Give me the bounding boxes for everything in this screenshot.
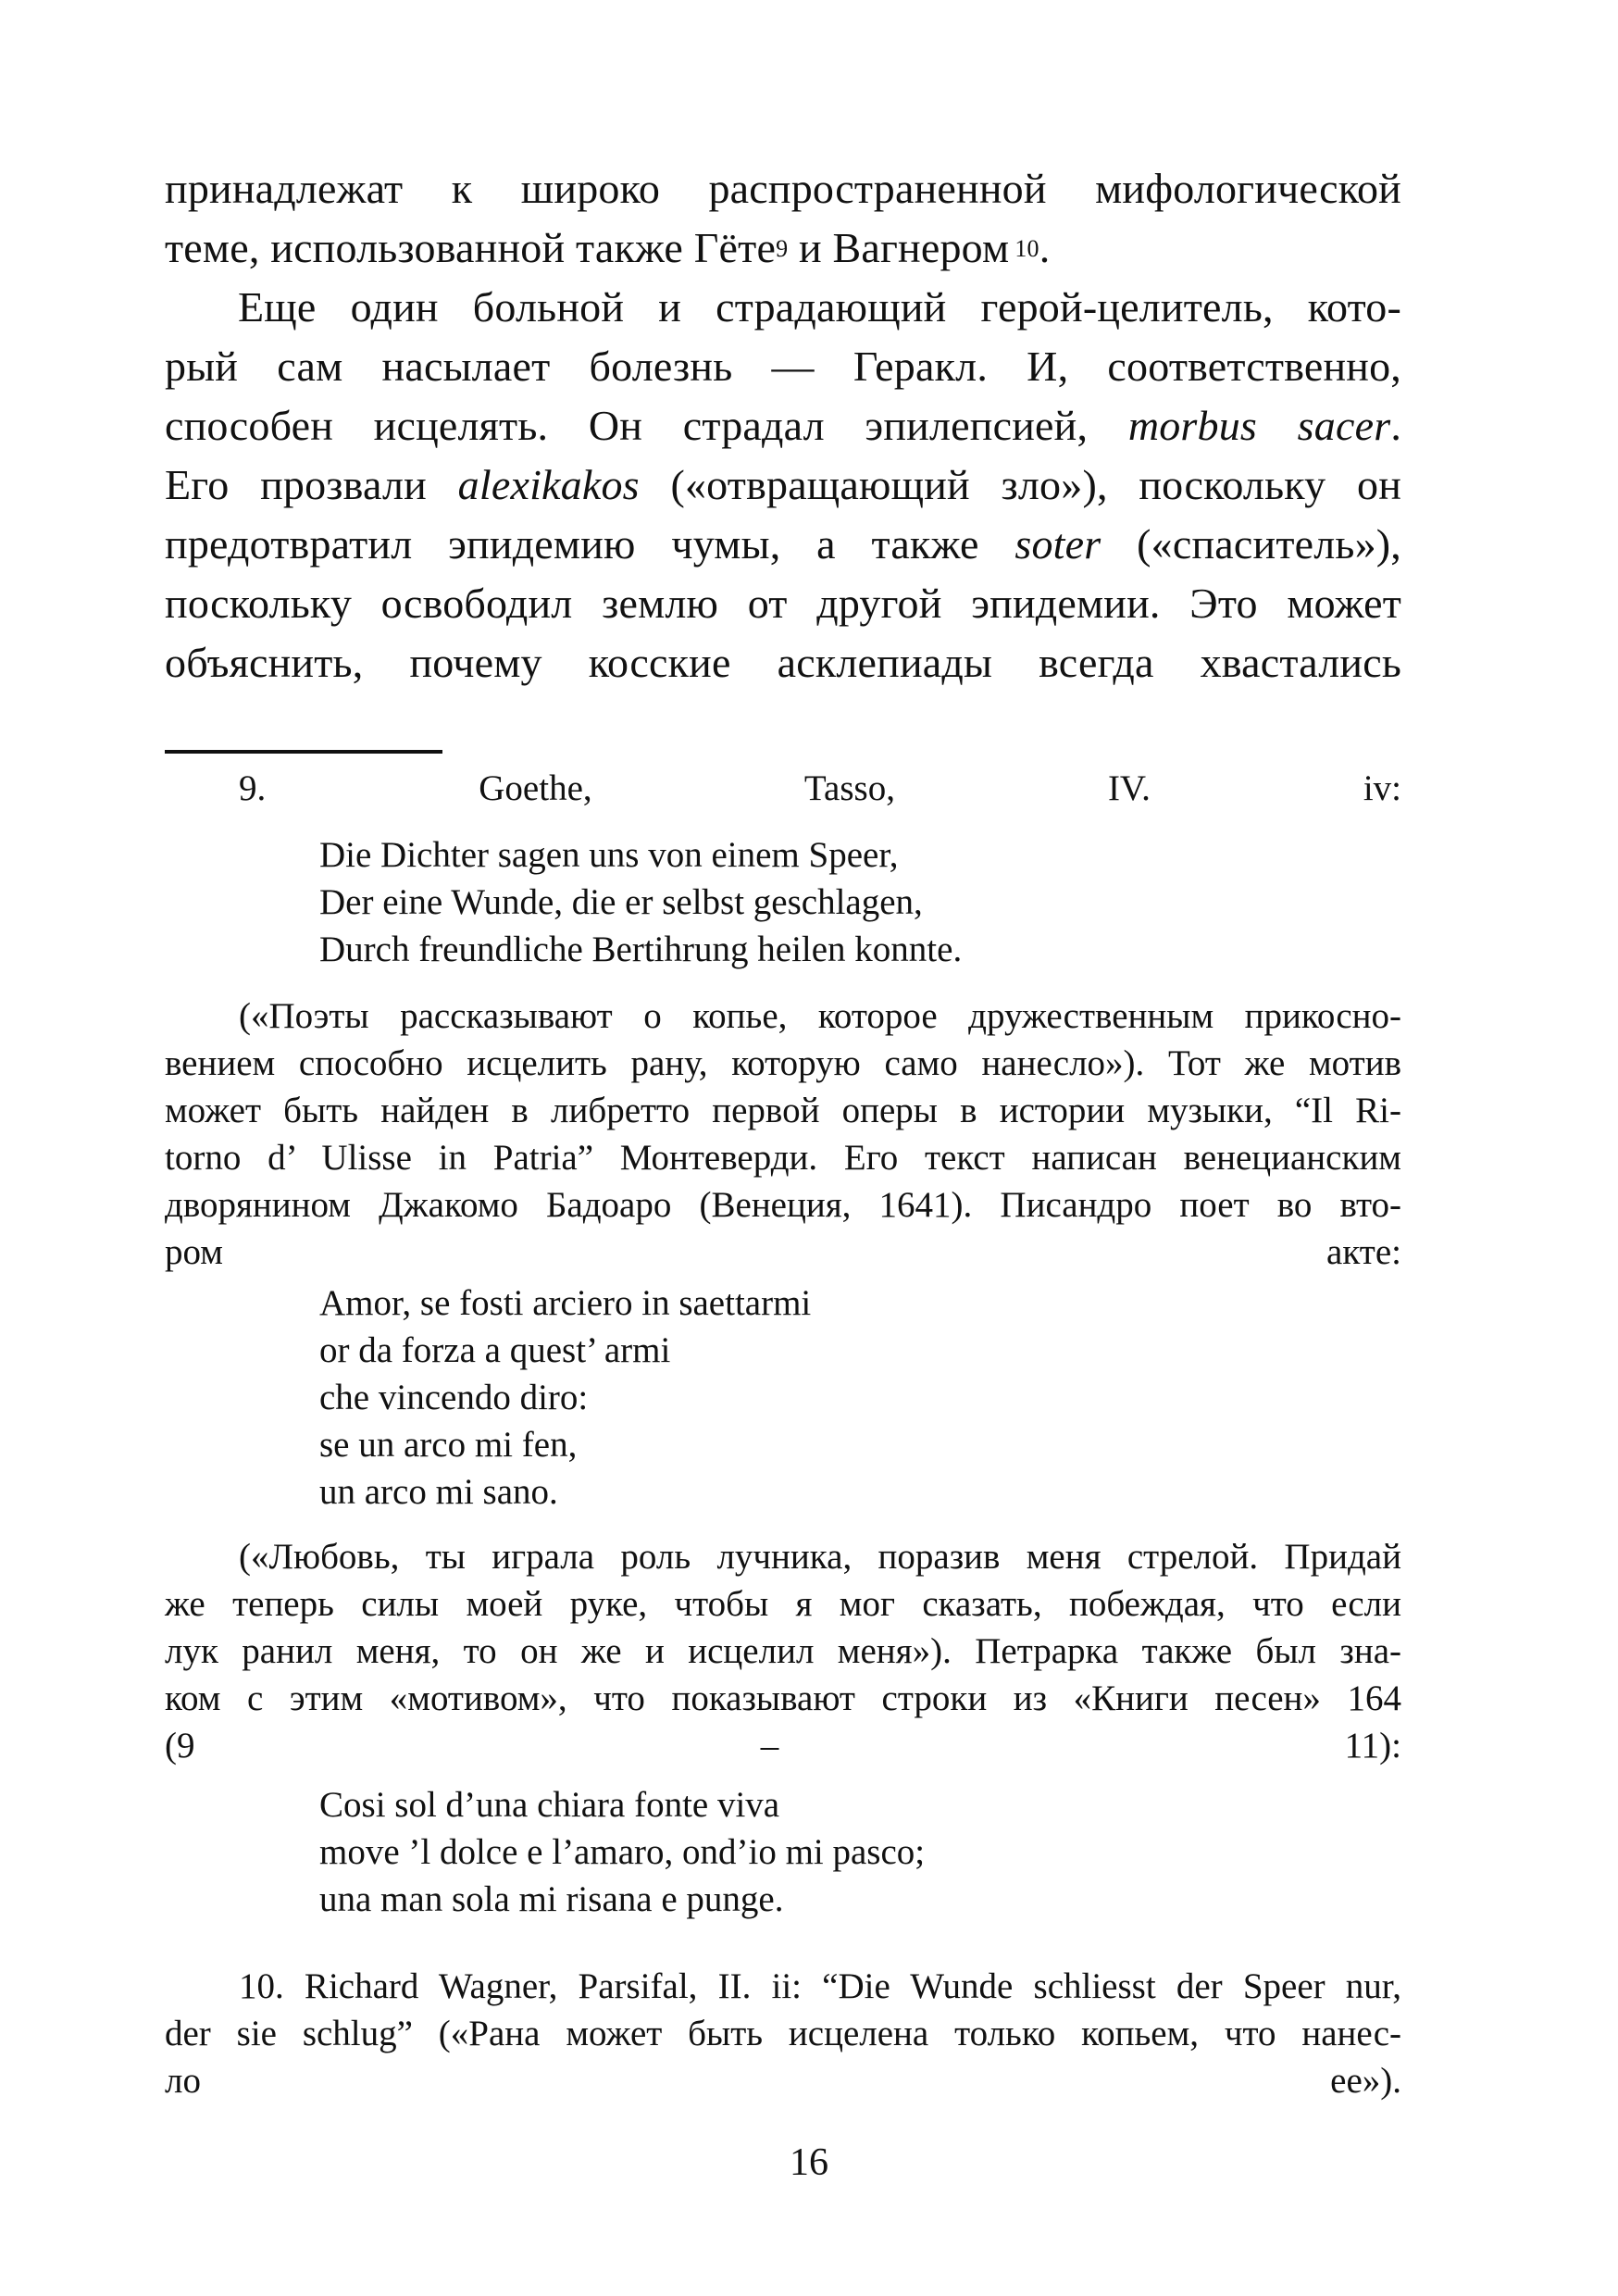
verse-line: Cosi sol d’una chiara fonte viva (319, 1785, 780, 1825)
verse-line: una man sola mi risana e punge. (319, 1879, 784, 1919)
footnote-line: (9 – 11): (165, 1726, 1401, 1766)
text-line (165, 218, 1401, 278)
footnote-ref-10[interactable]: 10 (1014, 235, 1039, 262)
footnote-line: же теперь силы моей руке, чтобы я мог сказать, побеждая, что если (165, 1584, 1401, 1624)
text-line (165, 455, 1401, 515)
verse-line: Amor, se fosti arciero in saettarmi (319, 1283, 812, 1323)
verse-line: or da forza a quest’ armi (319, 1330, 671, 1370)
footnote-line: дворянином Джакомо Бадоаро (Венеция, 1641). Писандро поет во вто- (165, 1185, 1401, 1225)
footnote-10 (165, 1963, 1401, 2104)
footnote-line: ло ее»). (165, 2061, 1401, 2101)
footnote-separator (165, 750, 442, 754)
text-fragment: . (1039, 224, 1051, 271)
text-line (165, 396, 1401, 455)
verse-line: move ’l dolce e l’amaro, ond’io mi pasco; (319, 1832, 926, 1872)
footnote-line: («Поэты рассказывают о копье, которое дружественным прикосно- (239, 996, 1401, 1036)
footnote-line: 10. Richard Wagner, Parsifal, II. ii: “Die Wunde schliesst der Speer nur, (239, 1966, 1401, 2006)
footnote-line: («Любовь, ты играла роль лучника, поразив меня стрелой. Придай (239, 1537, 1401, 1577)
footnote-line: ром акте: (165, 1232, 1401, 1272)
text-line (165, 515, 1401, 574)
main-text (165, 159, 1401, 693)
text-fragment: способен исцелять. Он страдал эпилепсией, (165, 402, 1089, 449)
text-line: рый сам насылает болезнь — Геракл. И, соответственно, (165, 343, 1401, 390)
text-line: принадлежат к широко распространенной мифологической (165, 165, 1401, 212)
footnote-line: может быть найден в либретто первой оперы в истории музыки, “Il Ri- (165, 1091, 1401, 1130)
verse-goethe (165, 831, 1556, 973)
verse-line: Durch freundliche Bertihrung heilen konnte. (319, 930, 963, 969)
text-fragment: Его прозвали (165, 461, 427, 508)
verse-line: se un arco mi fen, (319, 1425, 578, 1465)
text-fragment: («спаситель»), (1101, 520, 1401, 568)
footnote-line: вением способно исцелить рану, которую само нанесло»). Тот же мотив (165, 1043, 1401, 1083)
text-line: поскольку освободил землю от другой эпидемии. Это может (165, 580, 1401, 627)
verse-line: un arco mi sano. (319, 1472, 558, 1512)
verse-petrarca (165, 1781, 1556, 1923)
italic-term: alexikakos (457, 461, 640, 508)
footnote-line: der sie schlug” («Рана может быть исцелена только копьем, что нанес- (165, 2014, 1401, 2053)
footnote-line: torno d’ Ulisse in Patria” Монтеверди. Его текст написан венецианским (165, 1138, 1401, 1178)
verse-badoaro (165, 1279, 1556, 1516)
italic-term: morbus sacer (1127, 402, 1391, 449)
verse-line: che vincendo diro: (319, 1378, 589, 1417)
italic-term: soter (1014, 520, 1101, 568)
footnote-heading: 9. Goethe, Tasso, IV. iv: (239, 768, 1401, 808)
footnote-paragraph (165, 992, 1401, 1276)
page-number: 16 (790, 2141, 828, 2184)
text-fragment: предотвратил эпидемию чумы, а также (165, 520, 979, 568)
text-line: Еще один больной и страдающий герой-целитель, кото- (238, 283, 1401, 331)
footnote-line: лук ранил меня, то он же и исцелил меня»). Петрарка также был зна- (165, 1631, 1401, 1671)
footnote-line: ком с этим «мотивом», что показывают строки из «Книги песен» 164 (165, 1678, 1401, 1718)
footnote-ref-9[interactable]: 9 (776, 235, 789, 262)
footnote-paragraph (165, 1533, 1401, 1769)
text-fragment: («отвращающий зло»), поскольку он (639, 461, 1402, 508)
text-fragment: . (1390, 402, 1402, 449)
footnote-9 (165, 765, 1401, 812)
text-fragment: теме, использованной также Гёте (165, 224, 777, 271)
text-line: объяснить, почему косские асклепиады всегда хвастались (165, 639, 1401, 686)
text-fragment: и Вагнером (788, 224, 1010, 271)
verse-line: Der eine Wunde, die er selbst geschlagen, (319, 882, 923, 922)
verse-line: Die Dichter sagen uns von einem Speer, (319, 835, 899, 875)
